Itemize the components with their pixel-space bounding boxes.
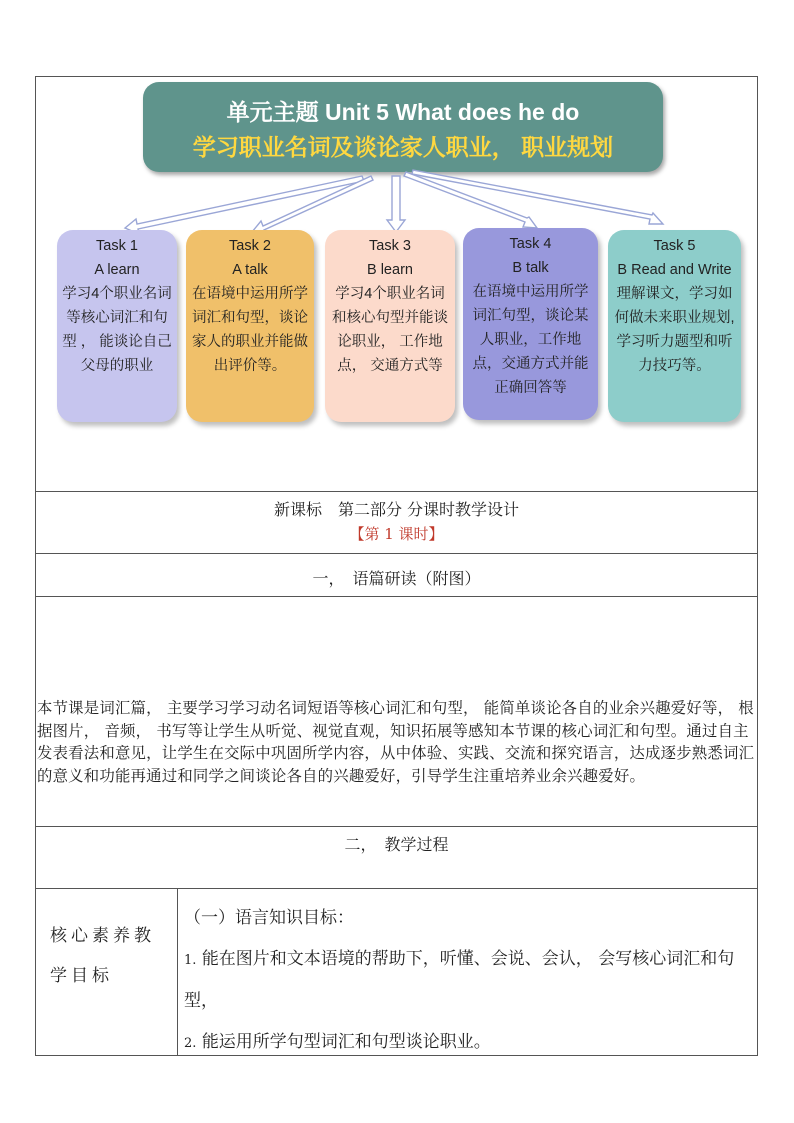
task-name: Task 1	[96, 238, 138, 254]
task-name: Task 2	[229, 238, 271, 254]
row-divider	[35, 491, 758, 492]
unit-banner	[143, 82, 663, 172]
task-section: B Read and Write	[617, 262, 732, 278]
goal-heading: （一）语言知识目标：	[184, 908, 354, 928]
task-description: 在语境中运用所学词汇和句型，谈论家人的职业并能做出评价等。	[192, 286, 308, 374]
section-one-title: 一， 语篇研读（附图）	[312, 569, 481, 588]
task-section: A talk	[232, 262, 268, 278]
unit-title: 单元主题 Unit 5 What does he do	[226, 99, 580, 125]
section-two-title: 二， 教学过程	[344, 835, 449, 854]
column-divider	[177, 888, 178, 1056]
task-section: B talk	[512, 260, 549, 276]
task-name: Task 5	[653, 238, 696, 254]
row-divider	[35, 553, 758, 554]
task-description: 在语境中运用所学词汇句型，谈论某人职业，工作地点，交通方式并能正确回答等	[472, 284, 589, 396]
task-description: 学习4个职业名词和核心句型并能谈论职业， 工作地点， 交通方式等	[332, 286, 448, 374]
design-title: 新课标 第二部分 分课时教学设计	[273, 500, 520, 519]
unit-subtitle: 学习职业名词及谈论家人职业， 职业规划	[192, 134, 614, 160]
task-section: B learn	[367, 262, 413, 278]
lesson-number: 【第 1 课时】	[349, 525, 444, 543]
task-description: 理解课文，学习如何做未来职业规划,学习听力题型和听力技巧等。	[614, 286, 735, 374]
goal-number: 2.	[184, 1036, 197, 1051]
goal-item	[184, 1022, 754, 1064]
row-divider	[35, 888, 758, 889]
row-divider	[35, 596, 758, 597]
task-card-5	[608, 230, 741, 422]
goals-cell	[184, 898, 754, 1064]
task-name: Task 4	[509, 236, 552, 252]
row-divider	[35, 826, 758, 827]
task-card-1	[57, 230, 177, 422]
goal-text: 能运用所学句型词汇和句型谈论职业。	[201, 1032, 491, 1052]
goal-item	[184, 939, 754, 1022]
task-description: 学习4个职业名词等核心词汇和句型 ， 能谈论自己父母的职业	[62, 286, 172, 374]
task-card-4	[463, 228, 598, 420]
goal-number: 1.	[184, 953, 197, 968]
task-name: Task 3	[369, 238, 411, 254]
task-card-2	[186, 230, 314, 422]
core-literacy-label: 核心素养教学目标	[50, 926, 155, 986]
goal-text: 能在图片和文本语境的帮助下，听懂、会说、会认， 会写核心词汇和句型，	[184, 949, 735, 1011]
task-section: A learn	[94, 262, 140, 278]
text-analysis-paragraph: 本节课是词汇篇， 主要学习学习动名词短语等核心词汇和句型， 能简单谈论各自的业余兴趣爱好等， 根据图片， 音频， 书写等让学生从听觉、视觉直观，知识拓展等感知本节课的核心词汇和句型。通过自主发表看法和意见，让学生在交际中巩固所学内容，从中体验、实践、交流和探究语言，达成逐步熟悉词汇的意义和功能再通过和同学之间谈论各自的兴趣爱好，引导学生注重培养业余兴趣爱好。	[37, 699, 755, 785]
task-card-3	[325, 230, 455, 422]
